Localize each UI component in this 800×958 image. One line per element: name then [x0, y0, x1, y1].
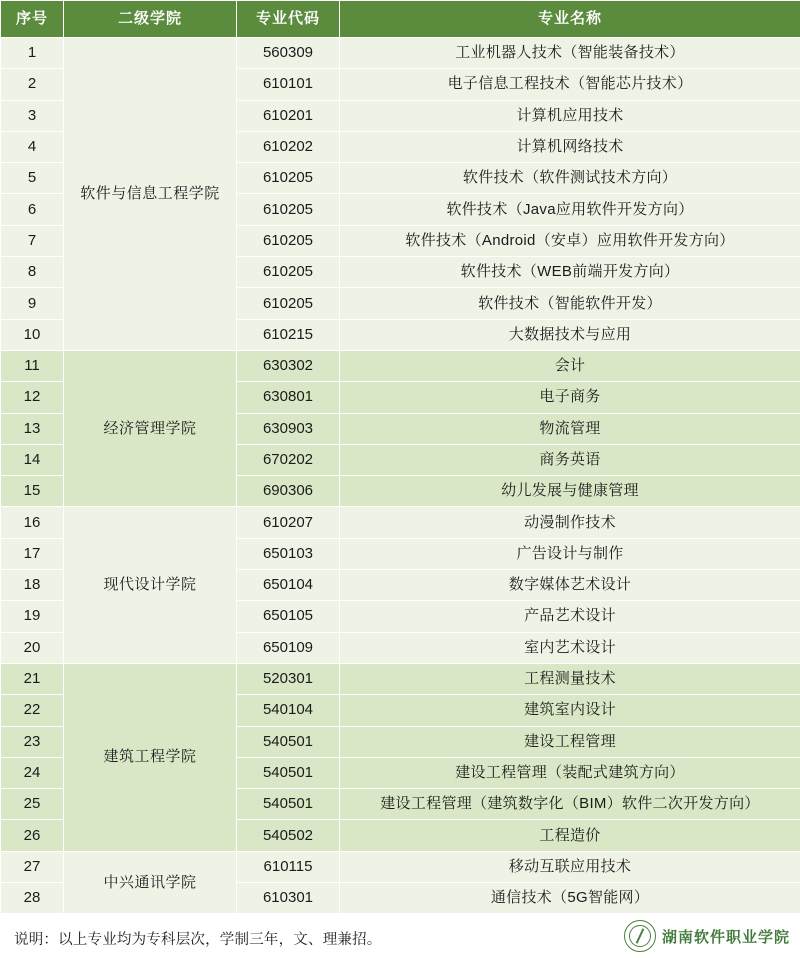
table-header-row	[1, 1, 800, 38]
column-header-name: 专业名称	[340, 1, 800, 38]
cell-major-name: 物流管理	[340, 413, 800, 444]
cell-seq: 27	[1, 851, 64, 882]
cell-seq: 28	[1, 883, 64, 914]
cell-major-name: 电子商务	[340, 382, 800, 413]
cell-major-name: 建筑室内设计	[340, 695, 800, 726]
cell-seq: 20	[1, 632, 64, 663]
cell-seq: 7	[1, 225, 64, 256]
cell-code: 650103	[237, 538, 340, 569]
cell-seq: 5	[1, 163, 64, 194]
cell-code: 610115	[237, 851, 340, 882]
cell-code: 650104	[237, 570, 340, 601]
cell-code: 540501	[237, 757, 340, 788]
cell-seq: 11	[1, 350, 64, 381]
cell-code: 540501	[237, 726, 340, 757]
cell-seq: 13	[1, 413, 64, 444]
cell-major-name: 软件技术（Android（安卓）应用软件开发方向）	[340, 225, 800, 256]
cell-major-name: 大数据技术与应用	[340, 319, 800, 350]
cell-seq: 15	[1, 476, 64, 507]
cell-seq: 3	[1, 100, 64, 131]
cell-code: 610205	[237, 257, 340, 288]
cell-code: 540502	[237, 820, 340, 851]
cell-major-name: 建设工程管理（装配式建筑方向）	[340, 757, 800, 788]
table-row	[1, 38, 800, 69]
column-header-code: 专业代码	[237, 1, 340, 38]
cell-major-name: 建设工程管理（建筑数字化（BIM）软件二次开发方向）	[340, 789, 800, 820]
cell-code: 520301	[237, 663, 340, 694]
cell-major-name: 会计	[340, 350, 800, 381]
cell-seq: 25	[1, 789, 64, 820]
cell-code: 610207	[237, 507, 340, 538]
cell-code: 630801	[237, 382, 340, 413]
cell-college: 建筑工程学院	[64, 663, 237, 851]
cell-code: 650105	[237, 601, 340, 632]
school-emblem-icon	[624, 920, 656, 952]
table-row	[1, 350, 800, 381]
cell-seq: 26	[1, 820, 64, 851]
cell-seq: 18	[1, 570, 64, 601]
table-row	[1, 507, 800, 538]
cell-seq: 2	[1, 69, 64, 100]
cell-major-name: 工业机器人技术（智能装备技术）	[340, 38, 800, 69]
cell-seq: 23	[1, 726, 64, 757]
cell-major-name: 电子信息工程技术（智能芯片技术）	[340, 69, 800, 100]
cell-major-name: 广告设计与制作	[340, 538, 800, 569]
column-header-seq: 序号	[1, 1, 64, 38]
cell-code: 610205	[237, 225, 340, 256]
cell-seq: 14	[1, 444, 64, 475]
cell-major-name: 工程测量技术	[340, 663, 800, 694]
cell-college: 软件与信息工程学院	[64, 38, 237, 351]
cell-major-name: 数字媒体艺术设计	[340, 570, 800, 601]
cell-seq: 24	[1, 757, 64, 788]
cell-seq: 8	[1, 257, 64, 288]
cell-college: 经济管理学院	[64, 350, 237, 506]
school-name-label: 湖南软件职业学院	[662, 926, 790, 947]
footer-note: 说明：以上专业均为专科层次，学制三年，文、理兼招。	[14, 928, 382, 949]
cell-code: 670202	[237, 444, 340, 475]
cell-seq: 9	[1, 288, 64, 319]
cell-seq: 16	[1, 507, 64, 538]
cell-major-name: 室内艺术设计	[340, 632, 800, 663]
cell-code: 630302	[237, 350, 340, 381]
cell-seq: 19	[1, 601, 64, 632]
column-header-college: 二级学院	[64, 1, 237, 38]
cell-seq: 12	[1, 382, 64, 413]
cell-code: 610205	[237, 194, 340, 225]
school-logo	[624, 920, 790, 952]
cell-major-name: 通信技术（5G智能网）	[340, 883, 800, 914]
cell-code: 610101	[237, 69, 340, 100]
cell-major-name: 工程造价	[340, 820, 800, 851]
cell-code: 610201	[237, 100, 340, 131]
cell-code: 610205	[237, 163, 340, 194]
cell-seq: 10	[1, 319, 64, 350]
cell-code: 650109	[237, 632, 340, 663]
cell-code: 610205	[237, 288, 340, 319]
cell-seq: 17	[1, 538, 64, 569]
cell-major-name: 软件技术（智能软件开发）	[340, 288, 800, 319]
cell-college: 现代设计学院	[64, 507, 237, 663]
cell-code: 560309	[237, 38, 340, 69]
cell-college: 中兴通讯学院	[64, 851, 237, 914]
cell-major-name: 产品艺术设计	[340, 601, 800, 632]
cell-major-name: 移动互联应用技术	[340, 851, 800, 882]
cell-major-name: 软件技术（WEB前端开发方向）	[340, 257, 800, 288]
cell-major-name: 建设工程管理	[340, 726, 800, 757]
cell-code: 630903	[237, 413, 340, 444]
cell-code: 540501	[237, 789, 340, 820]
table-footer	[0, 914, 800, 958]
cell-major-name: 软件技术（Java应用软件开发方向）	[340, 194, 800, 225]
cell-major-name: 幼儿发展与健康管理	[340, 476, 800, 507]
cell-seq: 21	[1, 663, 64, 694]
cell-seq: 4	[1, 131, 64, 162]
cell-seq: 1	[1, 38, 64, 69]
cell-code: 690306	[237, 476, 340, 507]
cell-code: 610215	[237, 319, 340, 350]
table-row	[1, 663, 800, 694]
cell-seq: 6	[1, 194, 64, 225]
cell-code: 610202	[237, 131, 340, 162]
cell-major-name: 动漫制作技术	[340, 507, 800, 538]
table-body	[1, 38, 800, 914]
cell-major-name: 计算机网络技术	[340, 131, 800, 162]
cell-code: 610301	[237, 883, 340, 914]
cell-code: 540104	[237, 695, 340, 726]
cell-major-name: 商务英语	[340, 444, 800, 475]
cell-major-name: 软件技术（软件测试技术方向）	[340, 163, 800, 194]
cell-seq: 22	[1, 695, 64, 726]
cell-major-name: 计算机应用技术	[340, 100, 800, 131]
table-row	[1, 851, 800, 882]
table-header	[1, 1, 800, 38]
